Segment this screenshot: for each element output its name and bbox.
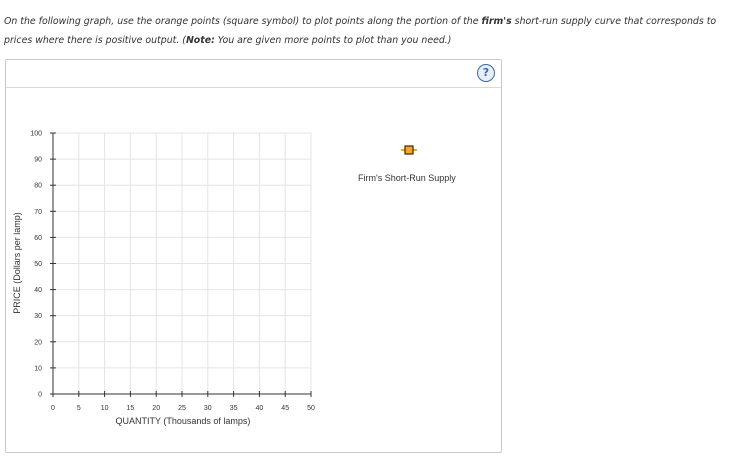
y-tick-label: 0	[38, 391, 42, 399]
x-tick-label: 40	[255, 405, 264, 412]
x-tick-label: 50	[307, 405, 315, 412]
y-tick-label: 80	[34, 182, 42, 190]
y-tick-label: 70	[34, 208, 42, 216]
legend-square	[405, 146, 413, 154]
x-tick-label: 45	[281, 405, 290, 412]
x-tick-label: 35	[229, 405, 238, 412]
instructions-text: On the following graph, use the orange points (square symbol) to plot points along the portion of the firm's short-run supply curve that corresponds to prices where there is positive output. (Note: You are given more points to plot than you need.)	[4, 16, 717, 46]
y-tick-label: 20	[34, 339, 42, 347]
y-tick-label: 50	[34, 261, 42, 268]
y-axis-ticks	[30, 131, 56, 399]
x-tick-label: 15	[126, 405, 135, 412]
chart-grid	[53, 133, 311, 394]
x-tick-label: 0	[51, 405, 55, 412]
x-axis-label: QUANTITY (Thousands of lamps)	[115, 416, 251, 426]
x-tick-label: 10	[100, 405, 109, 412]
orange-square-point-icon[interactable]	[401, 146, 417, 154]
help-icon[interactable]: ?	[477, 64, 495, 82]
y-tick-label: 90	[34, 156, 42, 164]
x-tick-label: 25	[178, 405, 186, 412]
y-tick-label: 60	[34, 234, 42, 242]
x-tick-label: 5	[76, 405, 81, 412]
x-tick-label: 20	[152, 405, 161, 412]
y-tick-label: 100	[30, 130, 42, 138]
y-tick-label: 10	[34, 365, 42, 373]
legend-label: Firm's Short-Run Supply	[358, 173, 456, 183]
x-tick-label: 30	[203, 405, 212, 412]
y-tick-label: 30	[34, 313, 42, 321]
y-axis-label: PRICE (Dollars per lamp)	[12, 212, 22, 314]
y-tick-label: 40	[34, 287, 42, 295]
